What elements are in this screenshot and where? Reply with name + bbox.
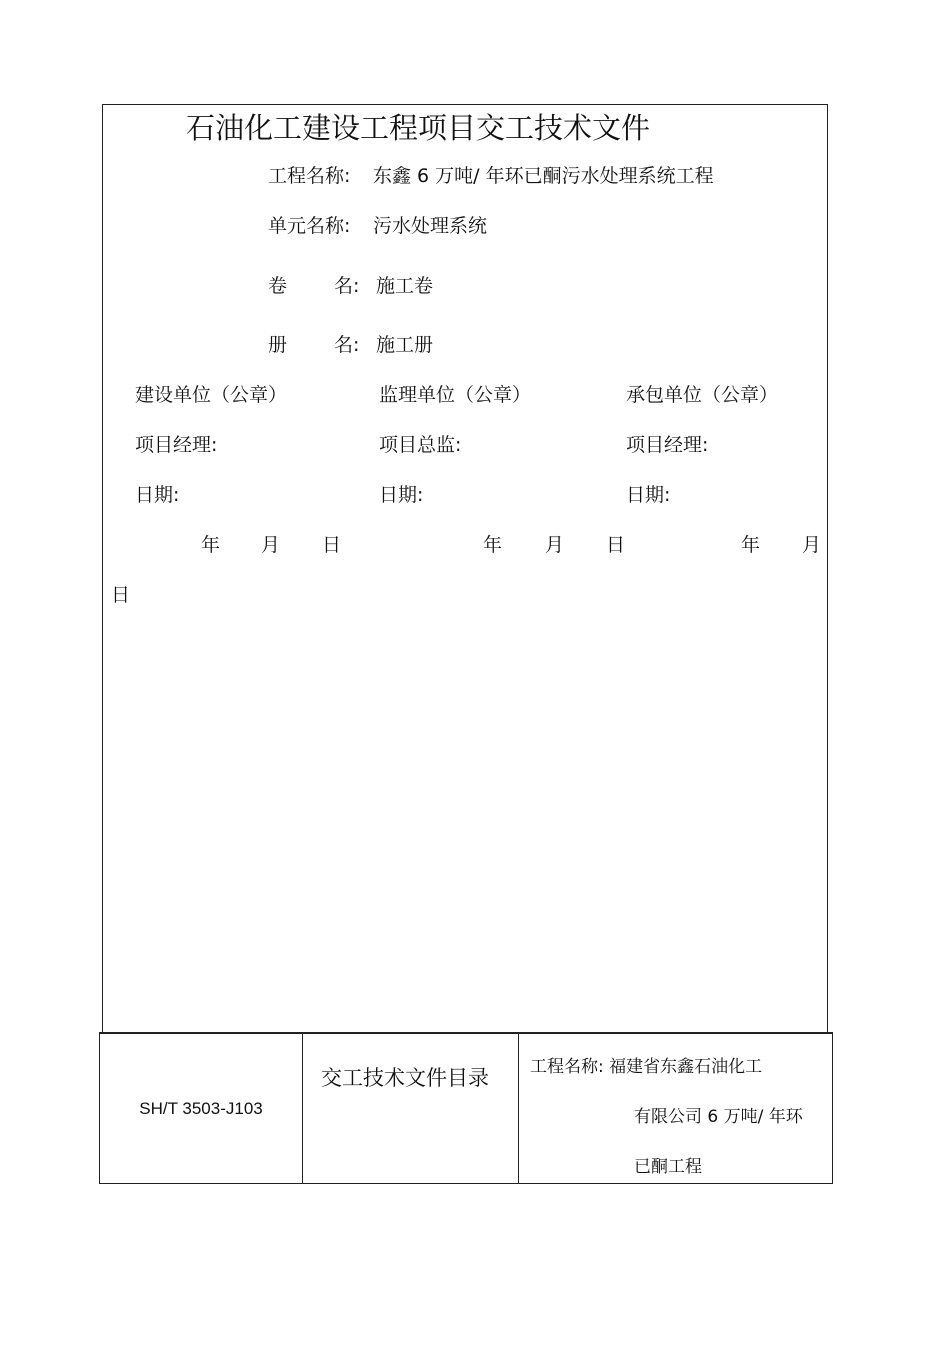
owner-date-month: 月 bbox=[261, 534, 281, 556]
supervisor-date-year: 年 bbox=[483, 534, 503, 556]
document-title: 石油化工建设工程项目交工技术文件 bbox=[186, 111, 651, 145]
volume-value: 施工卷 bbox=[376, 275, 434, 297]
project-name-value: 东鑫 6 万吨/ 年环已酮污水处理系统工程 bbox=[373, 165, 714, 187]
contractor-unit-label: 承包单位（公章） bbox=[626, 384, 779, 406]
directory-title: 交工技术文件目录 bbox=[303, 1033, 519, 1184]
standard-code: SH/T 3503-J103 bbox=[100, 1033, 303, 1184]
footer-row bbox=[100, 1033, 833, 1184]
supervisor-date-label: 日期: bbox=[379, 484, 424, 506]
project-name-label: 工程名称: bbox=[268, 165, 351, 187]
contractor-manager-label: 项目经理: bbox=[626, 434, 709, 456]
footer-project-line-3: 已酮工程 bbox=[634, 1157, 702, 1177]
footer-project-line-1: 工程名称: 福建省东鑫石油化工 bbox=[530, 1057, 763, 1077]
owner-manager-label: 项目经理: bbox=[135, 434, 218, 456]
owner-date-year: 年 bbox=[201, 534, 221, 556]
unit-name-value: 污水处理系统 bbox=[373, 215, 488, 237]
book-label-char1: 册 bbox=[268, 334, 288, 356]
unit-name-label: 单元名称: bbox=[268, 215, 351, 237]
footer-project-line-2: 有限公司 6 万吨/ 年环 bbox=[634, 1107, 803, 1127]
cover-frame bbox=[102, 104, 828, 1032]
contractor-date-month: 月 bbox=[802, 534, 822, 556]
volume-label-char2: 名: bbox=[334, 275, 360, 297]
contractor-date-label: 日期: bbox=[626, 484, 671, 506]
supervisor-unit-label: 监理单位（公章） bbox=[379, 384, 532, 406]
book-value: 施工册 bbox=[376, 334, 434, 356]
owner-unit-label: 建设单位（公章） bbox=[135, 384, 288, 406]
book-label-char2: 名: bbox=[334, 334, 360, 356]
volume-label-char1: 卷 bbox=[268, 275, 288, 297]
footer-project-name bbox=[519, 1033, 833, 1184]
footer-table bbox=[99, 1032, 833, 1184]
contractor-date-year: 年 bbox=[741, 534, 761, 556]
supervisor-chief-label: 项目总监: bbox=[379, 434, 462, 456]
supervisor-date-day: 日 bbox=[606, 534, 626, 556]
contractor-date-day: 日 bbox=[111, 584, 131, 606]
owner-date-label: 日期: bbox=[135, 484, 180, 506]
owner-date-day: 日 bbox=[322, 534, 342, 556]
supervisor-date-month: 月 bbox=[545, 534, 565, 556]
